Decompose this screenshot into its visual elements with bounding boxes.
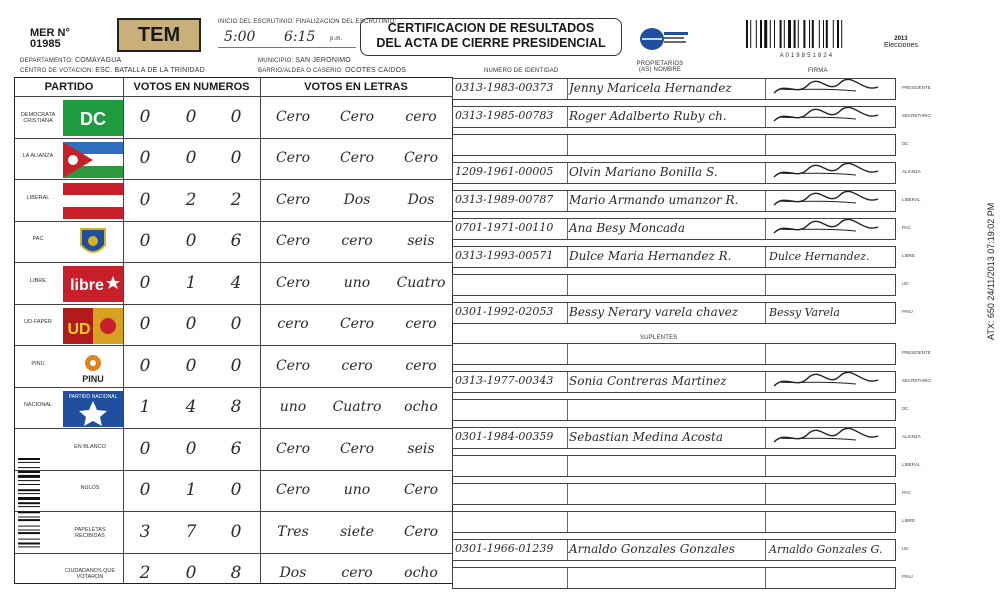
time-unit: p.m.: [330, 36, 343, 42]
identity-number: 0313-1985-00783: [455, 109, 554, 122]
party-name: LA ALIANZA: [22, 153, 54, 160]
vote-number: 0: [139, 314, 151, 335]
divider: [765, 456, 766, 476]
vote-words: cero: [405, 108, 437, 125]
col-letras: VOTOS EN LETRAS: [304, 81, 408, 93]
party-row: [15, 470, 452, 513]
vote-number: 0: [230, 106, 242, 127]
end-time: 6:15: [284, 29, 316, 45]
vote-words: Cero: [275, 274, 311, 291]
mer-value: 01985: [30, 38, 61, 50]
vote-number: 0: [185, 355, 197, 376]
vote-number: 0: [230, 314, 242, 335]
identity-number: 0313-1993-00571: [455, 249, 554, 262]
party-row: [15, 387, 452, 430]
vote-words: seis: [407, 233, 435, 250]
signature: [766, 428, 894, 448]
party-name: LIBRE: [30, 277, 46, 284]
party-logo: [63, 308, 123, 344]
role-label: UD: [902, 281, 909, 286]
vote-number: 4: [185, 397, 197, 418]
identity-number: 0313-1977-00343: [455, 374, 554, 387]
role-label: PRESIDENTE: [902, 350, 931, 355]
centro-votacion: [20, 67, 205, 74]
vote-number: 6: [230, 438, 242, 459]
vote-words: cero: [405, 316, 437, 333]
party-logo: [63, 391, 123, 427]
signature: [766, 191, 894, 211]
vote-words: uno: [343, 274, 371, 291]
vote-words: Tres: [277, 523, 309, 540]
signature-row: [452, 78, 896, 100]
member-name: Bessy Nerary varela chavez: [569, 305, 739, 319]
party-row: [15, 262, 452, 305]
vote-number: 0: [139, 272, 151, 293]
vote-words: siete: [340, 523, 374, 540]
party-logo: [63, 142, 123, 178]
divider: [567, 275, 568, 295]
vote-number: 0: [139, 106, 151, 127]
divider: [567, 191, 568, 211]
vote-number: 0: [139, 148, 151, 169]
elecciones-label: Elecciones: [884, 42, 918, 49]
signature: [766, 219, 894, 239]
vote-number: 0: [139, 480, 151, 501]
barrio-value: OCOTES CAIDOS: [345, 67, 407, 74]
vote-number: 6: [230, 231, 242, 252]
col-identidad: NUMERO DE IDENTIDAD: [484, 68, 559, 74]
vote-number: 0: [139, 231, 151, 252]
vote-number: 0: [139, 438, 151, 459]
svg-text:PINU: PINU: [82, 374, 104, 384]
vote-words: Cero: [403, 523, 439, 540]
vote-number: 0: [185, 438, 197, 459]
signature-text: Arnaldo Gonzales G.: [769, 543, 883, 556]
role-label: DC: [902, 141, 909, 146]
member-name: Olvin Mariano Bonilla S.: [569, 165, 718, 179]
signature-row: [452, 218, 896, 240]
vote-words: Cero: [275, 357, 311, 374]
vote-words: Cero: [339, 108, 375, 125]
role-label: PRESIDENTE: [902, 85, 931, 90]
vote-words: Dos: [407, 191, 435, 208]
vote-words: Cuatro: [396, 274, 446, 291]
party-logo: [63, 100, 123, 136]
vote-number: 0: [230, 355, 242, 376]
signature-row: [452, 483, 896, 505]
signature: [766, 107, 894, 127]
vote-words: Cero: [275, 150, 311, 167]
role-label: LIBERAL: [902, 462, 921, 467]
party-row: [15, 428, 452, 471]
party-name: EN BLANCO: [74, 443, 106, 450]
departamento: [20, 57, 121, 64]
party-name: UD-FAPER: [24, 319, 52, 326]
vote-words: Cero: [275, 440, 311, 457]
identity-number: 0313-1989-00787: [455, 193, 554, 206]
member-name: Jenny Maricela Hernandez: [569, 81, 732, 95]
signature-text: Bessy Varela: [769, 306, 840, 319]
municipio: [258, 57, 351, 64]
signature-row: [452, 274, 896, 296]
signature: [766, 303, 894, 323]
divider: [567, 219, 568, 239]
suplentes-label: SUPLENTES: [640, 335, 678, 341]
escrutinio-label: INICIO DEL ESCRUTINIO: FINALIZACION DEL ESCRUTINIO:: [218, 19, 397, 25]
divider: [567, 372, 568, 392]
party-name: CIUDADANOS QUE VOTARON: [64, 568, 116, 581]
party-row: [15, 511, 452, 554]
role-label: LIBERAL: [902, 197, 921, 202]
divider: [765, 568, 766, 588]
signature-row: [452, 190, 896, 212]
municipio-label: MUNICIPIO:: [258, 58, 294, 64]
signature-row: [452, 106, 896, 128]
party-row: [15, 96, 452, 139]
vote-words: Dos: [343, 191, 371, 208]
tse-logo: [638, 26, 690, 52]
vote-number: 0: [185, 231, 197, 252]
vote-words: ocho: [404, 565, 438, 582]
barcode-number: A 0 1 9 8 5 1 8 2 4: [779, 53, 833, 59]
vote-words: uno: [343, 482, 371, 499]
side-stamp: ATX: 650 24/11/2013 07:19:02 PM: [986, 202, 996, 340]
member-name: Ana Besy Moncada: [569, 221, 685, 235]
member-name: Roger Adalberto Ruby ch.: [569, 109, 727, 123]
start-time: 5:00: [224, 29, 256, 45]
divider: [567, 135, 568, 155]
vote-number: 1: [139, 397, 151, 418]
vote-number: 0: [185, 314, 197, 335]
party-name: LIBERAL: [26, 194, 50, 201]
svg-text:PARTIDO NACIONAL: PARTIDO NACIONAL: [68, 393, 118, 400]
vote-words: cero: [405, 357, 437, 374]
signature-row: [452, 427, 896, 449]
signature-text: Dulce Hernandez.: [769, 250, 870, 263]
divider: [567, 540, 568, 560]
vote-words: Cero: [275, 108, 311, 125]
divider: [567, 400, 568, 420]
vote-number: 2: [139, 563, 151, 584]
cert-line-2: DEL ACTA DE CIERRE PRESIDENCIAL: [376, 36, 606, 50]
vote-words: Cero: [275, 482, 311, 499]
party-logo: [63, 183, 123, 219]
party-name: PINU: [31, 360, 45, 367]
certificacion-title: [360, 18, 622, 56]
signature-row: [452, 246, 896, 268]
departamento-label: DEPARTAMENTO:: [20, 58, 74, 64]
role-label: LIBRE: [902, 253, 916, 258]
vote-number: 3: [139, 521, 151, 542]
role-label: PINU: [902, 309, 913, 314]
party-name: NACIONAL: [23, 402, 53, 409]
vote-words: Cero: [339, 440, 375, 457]
signature-row: [452, 399, 896, 421]
identity-number: 0301-1966-01239: [455, 542, 554, 555]
vote-number: 0: [230, 480, 242, 501]
vote-number: 0: [185, 148, 197, 169]
vote-words: Cero: [403, 150, 439, 167]
signature-row: [452, 371, 896, 393]
votes-table: [14, 77, 453, 584]
signature: [766, 79, 894, 99]
party-logo: [63, 225, 123, 261]
vote-number: 0: [139, 189, 151, 210]
signature-row: [452, 162, 896, 184]
divider: [567, 456, 568, 476]
divider: [567, 568, 568, 588]
identity-number: 1209-1961-00005: [455, 165, 554, 178]
divider: [765, 135, 766, 155]
vote-words: Cero: [339, 316, 375, 333]
vote-number: 0: [230, 521, 242, 542]
role-label: PINU: [902, 574, 913, 579]
svg-text:libre: libre: [70, 277, 104, 294]
signature: [766, 247, 894, 267]
signature-row: [452, 343, 896, 365]
vote-words: Cero: [275, 191, 311, 208]
signature-row: [452, 511, 896, 533]
col-numeros: VOTOS EN NUMEROS: [133, 81, 250, 93]
divider: [567, 303, 568, 323]
divider: [567, 428, 568, 448]
member-name: Arnaldo Gonzales Gonzales: [569, 542, 735, 556]
party-name: DEMOCRATA CRISTIANA: [20, 111, 56, 124]
vote-number: 0: [139, 355, 151, 376]
party-name: NULOS: [80, 485, 100, 492]
signature: [766, 372, 894, 392]
barcode-top: [746, 20, 866, 59]
party-logo: [63, 266, 123, 302]
vote-number: 0: [185, 563, 197, 584]
identity-number: 0301-1984-00359: [455, 430, 554, 443]
barcode-left: [18, 458, 46, 570]
divider: [567, 484, 568, 504]
centro-label: CENTRO DE VOTACION:: [20, 68, 94, 74]
signature-row: [452, 302, 896, 324]
role-label: SECRETARIO: [902, 378, 931, 383]
divider: [567, 163, 568, 183]
role-label: DC: [902, 406, 909, 411]
time-underline: [218, 47, 356, 48]
svg-text:UD: UD: [67, 320, 91, 338]
signature: [766, 540, 894, 560]
vote-number: 7: [185, 521, 197, 542]
signature-row: [452, 455, 896, 477]
barrio: [258, 67, 406, 74]
departamento-value: COMAYAGUA: [75, 57, 122, 64]
mer-number: [30, 28, 70, 50]
party-logo: [63, 349, 123, 385]
vote-words: Cero: [275, 233, 311, 250]
party-row: [15, 345, 452, 388]
municipio-value: SAN JERONIMO: [295, 57, 351, 64]
divider: [567, 344, 568, 364]
member-name: Dulce Maria Hernandez R.: [569, 249, 732, 263]
vote-number: 2: [230, 189, 242, 210]
vote-number: 1: [185, 272, 197, 293]
vote-words: uno: [279, 399, 307, 416]
party-row: [15, 138, 452, 181]
party-row: [15, 179, 452, 222]
role-label: SECRETARIO: [902, 113, 931, 118]
identity-number: 0301-1992-02053: [455, 305, 554, 318]
vote-number: 0: [230, 148, 242, 169]
mer-label: MER N°: [30, 27, 70, 39]
divider: [765, 512, 766, 532]
vote-words: ocho: [404, 399, 438, 416]
party-name: PAPELETAS RECIBIDAS: [74, 526, 106, 539]
divider: [567, 247, 568, 267]
vote-words: seis: [407, 440, 435, 457]
divider: [765, 484, 766, 504]
divider: [765, 275, 766, 295]
barrio-label: BARRIO/ALDEA O CASERIO:: [258, 68, 344, 74]
signature-row: [452, 567, 896, 589]
role-label: LIBRE: [902, 518, 916, 523]
centro-value: ESC. BATALLA DE LA TRINIDAD: [95, 67, 205, 74]
signature-row: [452, 539, 896, 561]
divider: [567, 79, 568, 99]
vote-words: cero: [341, 565, 373, 582]
member-name: Sebastian Medina Acosta: [569, 430, 724, 444]
vote-words: cero: [341, 233, 373, 250]
divider: [567, 107, 568, 127]
role-label: ALIANZA: [902, 434, 921, 439]
divider: [765, 400, 766, 420]
party-row: [15, 221, 452, 264]
identity-number: 0313-1983-00373: [455, 81, 554, 94]
vote-words: Dos: [279, 565, 307, 582]
vote-words: cero: [341, 357, 373, 374]
elecciones-logo: [884, 36, 918, 49]
role-label: UD: [902, 546, 909, 551]
role-label: ALIANZA: [902, 169, 921, 174]
vote-words: Cero: [339, 150, 375, 167]
signature: [766, 163, 894, 183]
party-row: [15, 304, 452, 347]
member-name: Mario Armando umanzor R.: [569, 193, 739, 207]
role-label: PAC: [902, 490, 911, 495]
tem-box: TEM: [117, 18, 201, 52]
vote-number: 8: [230, 563, 242, 584]
svg-text:DC: DC: [80, 109, 106, 129]
party-name: PAC: [32, 236, 44, 243]
vote-number: 2: [185, 189, 197, 210]
identity-number: 0701-1971-00110: [455, 221, 554, 234]
col-partido: PARTIDO: [44, 81, 94, 93]
vote-words: Cero: [403, 482, 439, 499]
vote-number: 4: [230, 272, 242, 293]
vote-words: Cuatro: [332, 399, 382, 416]
role-label: PAC: [902, 225, 911, 230]
elecciones-year: 2013: [894, 36, 908, 42]
col-nombre: PROPIETARIOS (AS) NOMBRE: [636, 61, 684, 73]
member-name: Sonia Contreras Martinez: [569, 374, 727, 388]
col-firma: FIRMA: [808, 68, 828, 74]
cert-line-1: CERTIFICACION DE RESULTADOS: [387, 21, 595, 35]
signature-row: [452, 134, 896, 156]
divider: [567, 512, 568, 532]
vote-words: cero: [277, 316, 309, 333]
party-row: [15, 553, 452, 596]
divider: [765, 344, 766, 364]
vote-number: 0: [185, 106, 197, 127]
vote-number: 8: [230, 397, 242, 418]
vote-number: 1: [185, 480, 197, 501]
